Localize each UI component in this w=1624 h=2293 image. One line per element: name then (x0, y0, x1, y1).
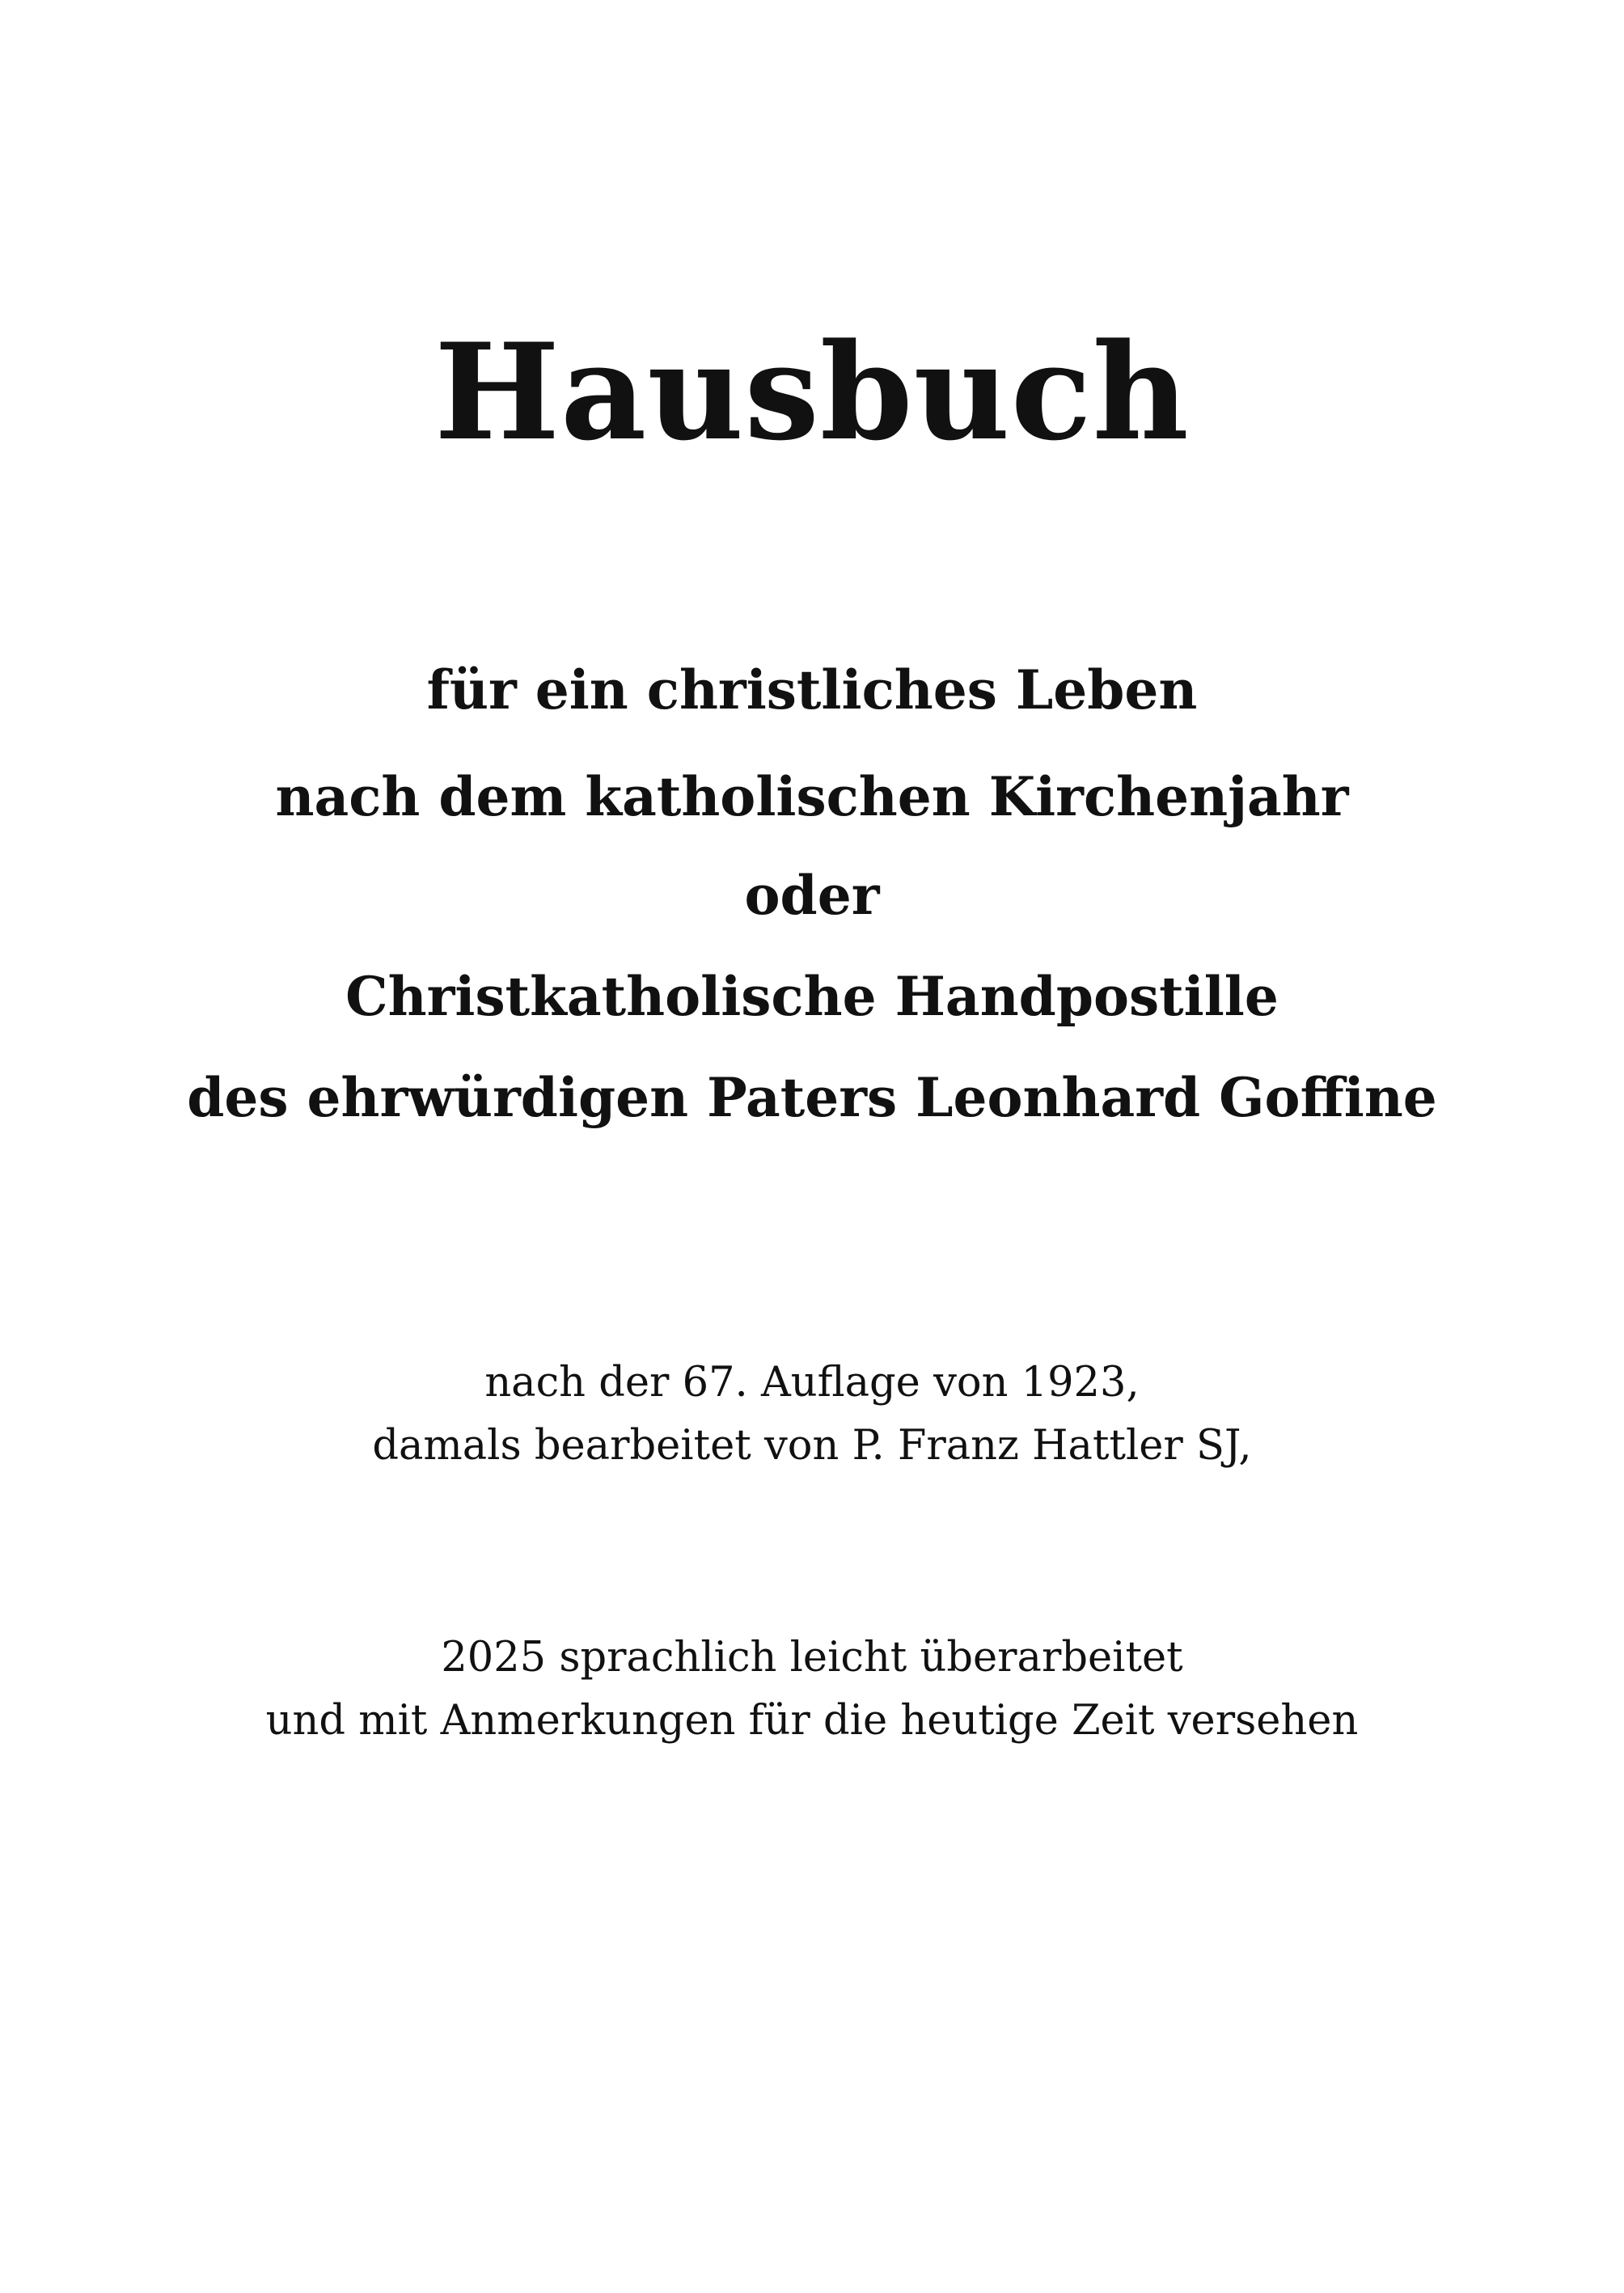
revision-line: und mit Anmerkungen für die heutige Zeit versehen (265, 1697, 1359, 1745)
subtitle-line: nach dem katholischen Kirchenjahr (275, 765, 1349, 828)
revision-line: 2025 sprachlich leicht überarbeitet (441, 1634, 1183, 1682)
subtitle-line: des ehrwürdigen Paters Leonhard Goffine (187, 1066, 1437, 1129)
edition-line: damals bearbeitet von P. Franz Hattler SJ, (372, 1422, 1252, 1470)
subtitle-line: für ein christliches Leben (426, 658, 1198, 721)
subtitle-line: oder (744, 864, 880, 927)
edition-line: nach der 67. Auflage von 1923, (484, 1359, 1140, 1407)
book-title: Hausbuch (434, 314, 1190, 470)
subtitle-line: Christkatholische Handpostille (345, 965, 1279, 1028)
